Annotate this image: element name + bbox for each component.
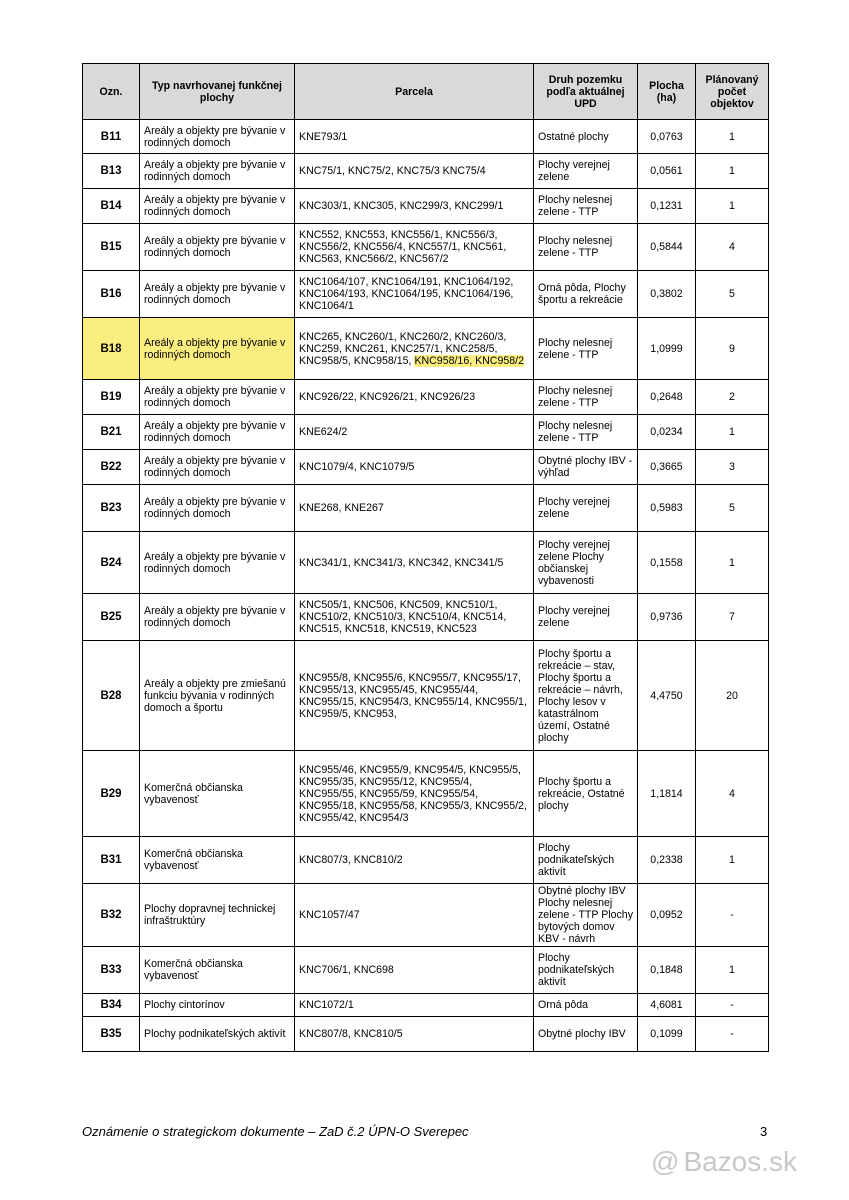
- table-row: [83, 120, 769, 154]
- cell-druh: Orná pôda, Plochy športu a rekreácie: [534, 271, 638, 318]
- cell-parcela: KNC1079/4, KNC1079/5: [295, 450, 534, 485]
- cell-druh: Plochy podnikateľských aktivít: [534, 947, 638, 994]
- cell-ozn: B15: [83, 224, 140, 271]
- cell-ozn: B34: [83, 994, 140, 1017]
- cell-pocet: 9: [696, 318, 769, 380]
- cell-plocha: 0,0763: [638, 120, 696, 154]
- cell-pocet: 1: [696, 120, 769, 154]
- cell-typ: Plochy podnikateľských aktivít: [140, 1017, 295, 1052]
- cell-typ: Areály a objekty pre bývanie v rodinných domoch: [140, 415, 295, 450]
- cell-ozn: B11: [83, 120, 140, 154]
- parcela-text: KNC265, KNC260/1, KNC260/2, KNC260/3, KNC259, KNC261, KNC257/1, KNC258/5, KNC958/5, KNC958/15,: [299, 330, 507, 367]
- cell-ozn: B33: [83, 947, 140, 994]
- cell-ozn: B19: [83, 380, 140, 415]
- table-row: [83, 994, 769, 1017]
- cell-ozn: B23: [83, 485, 140, 532]
- cell-parcela: KNC955/8, KNC955/6, KNC955/7, KNC955/17, KNC955/13, KNC955/45, KNC955/44, KNC955/15, KNC954/3, KNC955/14, KNC955/1, KNC959/5, KNC953,: [295, 641, 534, 751]
- cell-ozn: B24: [83, 532, 140, 594]
- cell-ozn: B22: [83, 450, 140, 485]
- cell-plocha: 0,1099: [638, 1017, 696, 1052]
- cell-parcela: KNC1064/107, KNC1064/191, KNC1064/192, KNC1064/193, KNC1064/195, KNC1064/196, KNC1064/1: [295, 271, 534, 318]
- cell-ozn: B13: [83, 154, 140, 189]
- table-row: [83, 1017, 769, 1052]
- table-row: [83, 884, 769, 947]
- table-row: [83, 485, 769, 532]
- cell-plocha: 0,0952: [638, 884, 696, 947]
- cell-parcela: KNC706/1, KNC698: [295, 947, 534, 994]
- at-mark-icon: @: [651, 1146, 680, 1177]
- parcela-highlighted-text: KNC958/16, KNC958/2: [414, 354, 524, 367]
- cell-parcela: KNC807/8, KNC810/5: [295, 1017, 534, 1052]
- cell-typ: Areály a objekty pre bývanie v rodinných domoch: [140, 271, 295, 318]
- cell-typ: Areály a objekty pre bývanie v rodinných domoch: [140, 594, 295, 641]
- cell-plocha: 0,2338: [638, 837, 696, 884]
- cell-plocha: 4,4750: [638, 641, 696, 751]
- cell-ozn: B29: [83, 751, 140, 837]
- cell-druh: Plochy športu a rekreácie – stav, Plochy športu a rekreácie – návrh, Plochy lesov v katastrálnom území, Ostatné plochy: [534, 641, 638, 751]
- cell-parcela: KNC807/3, KNC810/2: [295, 837, 534, 884]
- cell-pocet: 2: [696, 380, 769, 415]
- cell-pocet: 5: [696, 271, 769, 318]
- cell-plocha: 0,3665: [638, 450, 696, 485]
- cell-typ: Areály a objekty pre bývanie v rodinných domoch: [140, 532, 295, 594]
- cell-parcela: KNC341/1, KNC341/3, KNC342, KNC341/5: [295, 532, 534, 594]
- watermark: [651, 1146, 797, 1178]
- cell-ozn: B28: [83, 641, 140, 751]
- cell-parcela: KNC1057/47: [295, 884, 534, 947]
- table-row: [83, 224, 769, 271]
- table-row: [83, 450, 769, 485]
- header-plocha: Plocha (ha): [638, 64, 696, 120]
- table-row: [83, 318, 769, 380]
- cell-pocet: 1: [696, 532, 769, 594]
- cell-pocet: 5: [696, 485, 769, 532]
- header-druh: Druh pozemku podľa aktuálnej UPD: [534, 64, 638, 120]
- table-row: [83, 594, 769, 641]
- cell-plocha: 0,0561: [638, 154, 696, 189]
- cell-typ: Plochy dopravnej technickej infraštruktúry: [140, 884, 295, 947]
- cell-typ: Areály a objekty pre bývanie v rodinných domoch: [140, 318, 295, 380]
- cell-druh: Plochy športu a rekreácie, Ostatné plochy: [534, 751, 638, 837]
- table-row: [83, 947, 769, 994]
- cell-druh: Obytné plochy IBV: [534, 1017, 638, 1052]
- cell-parcela: [295, 318, 534, 380]
- cell-plocha: 1,1814: [638, 751, 696, 837]
- cell-ozn: B21: [83, 415, 140, 450]
- cell-druh: Plochy podnikateľských aktivít: [534, 837, 638, 884]
- cell-parcela: KNE793/1: [295, 120, 534, 154]
- cell-pocet: 1: [696, 189, 769, 224]
- cell-plocha: 0,0234: [638, 415, 696, 450]
- cell-druh: Plochy nelesnej zelene - TTP: [534, 380, 638, 415]
- cell-pocet: 4: [696, 751, 769, 837]
- cell-pocet: -: [696, 1017, 769, 1052]
- cell-druh: Obytné plochy IBV - výhľad: [534, 450, 638, 485]
- cell-druh: Obytné plochy IBV Plochy nelesnej zelene - TTP Plochy bytových domov KBV - návrh: [534, 884, 638, 947]
- table-row: [83, 415, 769, 450]
- table-header-row: [83, 64, 769, 120]
- table-row: [83, 189, 769, 224]
- cell-druh: Plochy verejnej zelene: [534, 594, 638, 641]
- cell-plocha: 0,1558: [638, 532, 696, 594]
- header-parcela: Parcela: [295, 64, 534, 120]
- cell-pocet: -: [696, 994, 769, 1017]
- cell-pocet: 4: [696, 224, 769, 271]
- cell-druh: Plochy verejnej zelene: [534, 154, 638, 189]
- table-row: [83, 751, 769, 837]
- cell-druh: Plochy verejnej zelene: [534, 485, 638, 532]
- footer-page-number: 3: [760, 1124, 768, 1139]
- cell-plocha: 0,5983: [638, 485, 696, 532]
- cell-parcela: KNC955/46, KNC955/9, KNC954/5, KNC955/5, KNC955/35, KNC955/12, KNC955/4, KNC955/55, KNC955/59, KNC955/54, KNC955/18, KNC955/58, KNC955/3, KNC955/2, KNC955/42, KNC954/3: [295, 751, 534, 837]
- table-row: [83, 837, 769, 884]
- cell-ozn: B16: [83, 271, 140, 318]
- cell-typ: Areály a objekty pre bývanie v rodinných domoch: [140, 450, 295, 485]
- cell-typ: Komerčná občianska vybavenosť: [140, 751, 295, 837]
- cell-typ: Areály a objekty pre bývanie v rodinných domoch: [140, 485, 295, 532]
- cell-pocet: 1: [696, 837, 769, 884]
- cell-plocha: 4,6081: [638, 994, 696, 1017]
- cell-pocet: 3: [696, 450, 769, 485]
- cell-typ: Komerčná občianska vybavenosť: [140, 947, 295, 994]
- cell-druh: Plochy nelesnej zelene - TTP: [534, 189, 638, 224]
- cell-typ: Komerčná občianska vybavenosť: [140, 837, 295, 884]
- table-row: [83, 532, 769, 594]
- cell-parcela: KNC505/1, KNC506, KNC509, KNC510/1, KNC510/2, KNC510/3, KNC510/4, KNC514, KNC515, KNC518, KNC519, KNC523: [295, 594, 534, 641]
- cell-pocet: 1: [696, 154, 769, 189]
- parcel-table: [82, 63, 769, 1052]
- cell-pocet: -: [696, 884, 769, 947]
- cell-parcela: KNC552, KNC553, KNC556/1, KNC556/3, KNC556/2, KNC556/4, KNC557/1, KNC561, KNC563, KNC566/2, KNC567/2: [295, 224, 534, 271]
- table-row: [83, 271, 769, 318]
- cell-plocha: 0,2648: [638, 380, 696, 415]
- footer-document-title: Oznámenie o strategickom dokumente – ZaD č.2 ÚPN-O Sverepec: [82, 1124, 469, 1139]
- watermark-text: Bazos.sk: [683, 1146, 798, 1177]
- cell-pocet: 20: [696, 641, 769, 751]
- cell-typ: Plochy cintorínov: [140, 994, 295, 1017]
- header-pocet: Plánovaný počet objektov: [696, 64, 769, 120]
- cell-ozn: B32: [83, 884, 140, 947]
- cell-druh: Plochy verejnej zelene Plochy občianskej vybavenosti: [534, 532, 638, 594]
- cell-pocet: 1: [696, 415, 769, 450]
- cell-typ: Areály a objekty pre bývanie v rodinných domoch: [140, 380, 295, 415]
- cell-pocet: 1: [696, 947, 769, 994]
- cell-druh: Plochy nelesnej zelene - TTP: [534, 224, 638, 271]
- cell-parcela: KNC75/1, KNC75/2, KNC75/3 KNC75/4: [295, 154, 534, 189]
- cell-typ: Areály a objekty pre bývanie v rodinných domoch: [140, 224, 295, 271]
- cell-ozn: B18: [83, 318, 140, 380]
- cell-plocha: 0,5844: [638, 224, 696, 271]
- cell-ozn: B25: [83, 594, 140, 641]
- cell-typ: Areály a objekty pre zmiešanú funkciu bývania v rodinných domoch a športu: [140, 641, 295, 751]
- table-row: [83, 641, 769, 751]
- cell-parcela: KNC1072/1: [295, 994, 534, 1017]
- cell-druh: Plochy nelesnej zelene - TTP: [534, 415, 638, 450]
- cell-typ: Areály a objekty pre bývanie v rodinných domoch: [140, 120, 295, 154]
- cell-parcela: KNC926/22, KNC926/21, KNC926/23: [295, 380, 534, 415]
- cell-druh: Ostatné plochy: [534, 120, 638, 154]
- cell-ozn: B35: [83, 1017, 140, 1052]
- cell-druh: Plochy nelesnej zelene - TTP: [534, 318, 638, 380]
- cell-parcela: KNC303/1, KNC305, KNC299/3, KNC299/1: [295, 189, 534, 224]
- cell-plocha: 0,9736: [638, 594, 696, 641]
- cell-plocha: 1,0999: [638, 318, 696, 380]
- cell-ozn: B31: [83, 837, 140, 884]
- cell-parcela: KNE624/2: [295, 415, 534, 450]
- header-ozn: Ozn.: [83, 64, 140, 120]
- cell-plocha: 0,1848: [638, 947, 696, 994]
- table-row: [83, 380, 769, 415]
- cell-plocha: 0,1231: [638, 189, 696, 224]
- cell-ozn: B14: [83, 189, 140, 224]
- cell-druh: Orná pôda: [534, 994, 638, 1017]
- table-row: [83, 154, 769, 189]
- header-typ: Typ navrhovanej funkčnej plochy: [140, 64, 295, 120]
- cell-pocet: 7: [696, 594, 769, 641]
- cell-parcela: KNE268, KNE267: [295, 485, 534, 532]
- cell-typ: Areály a objekty pre bývanie v rodinných domoch: [140, 189, 295, 224]
- cell-plocha: 0,3802: [638, 271, 696, 318]
- cell-typ: Areály a objekty pre bývanie v rodinných domoch: [140, 154, 295, 189]
